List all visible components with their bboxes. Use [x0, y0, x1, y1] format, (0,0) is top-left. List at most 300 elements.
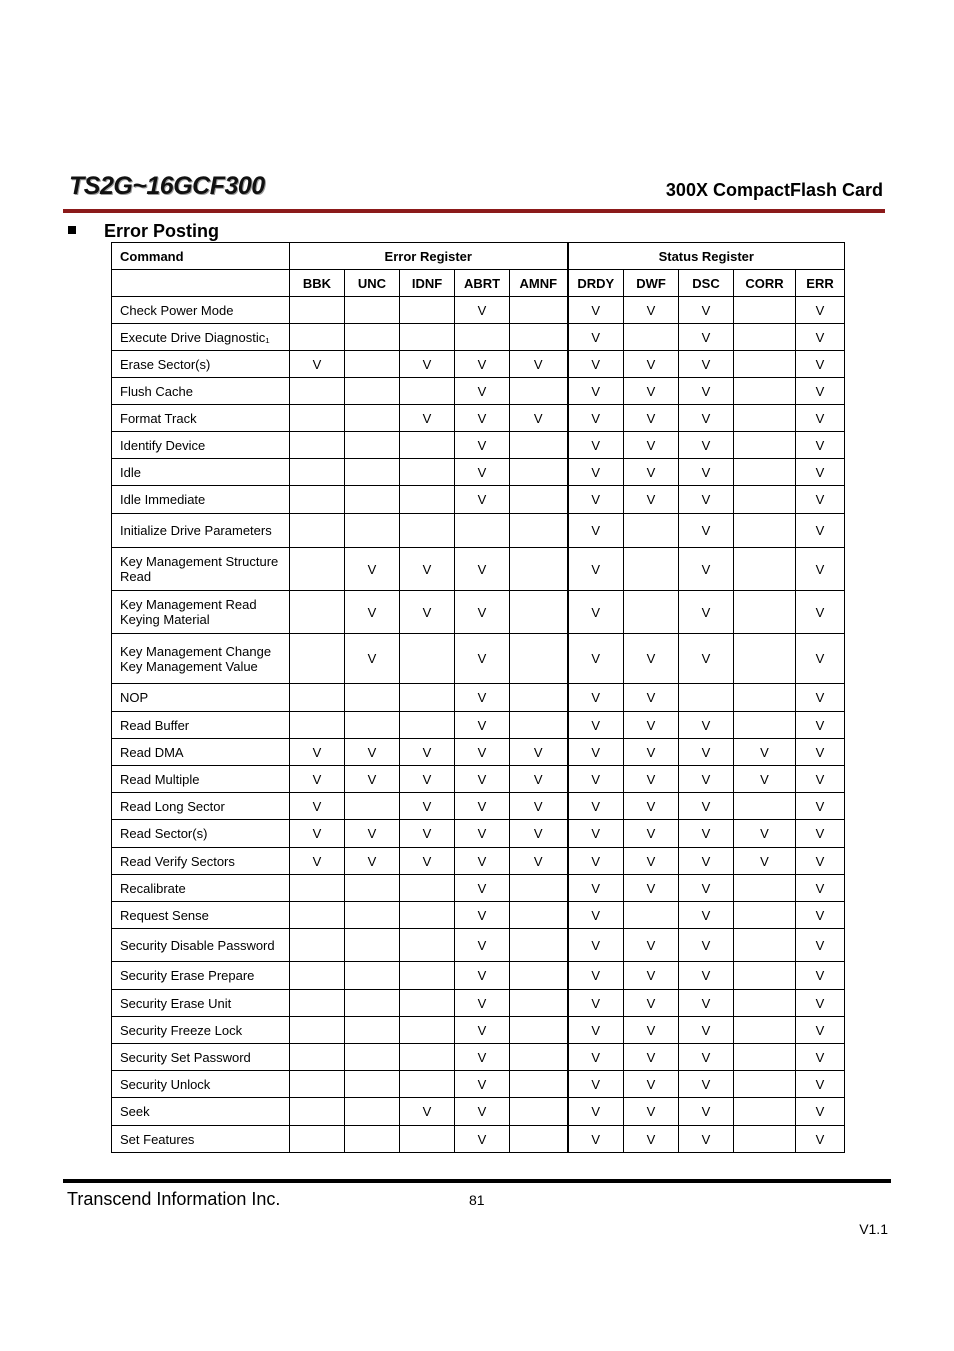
mark-cell-abrt: V [455, 378, 510, 405]
table-row [112, 405, 845, 432]
command-cell: Initialize Drive Parameters [112, 514, 290, 548]
mark-cell-idnf [400, 1071, 455, 1098]
mark-cell-idnf: V [400, 1098, 455, 1126]
mark-cell-abrt: V [455, 712, 510, 739]
mark-cell-unc [345, 1017, 400, 1044]
mark-cell-corr [734, 684, 796, 712]
mark-cell-drdy: V [568, 591, 624, 634]
mark-cell-bbk: V [290, 739, 345, 766]
mark-cell-err: V [796, 297, 845, 324]
mark-cell-unc [345, 1071, 400, 1098]
mark-cell-unc [345, 1044, 400, 1071]
mark-cell-idnf: V [400, 591, 455, 634]
mark-cell-idnf [400, 486, 455, 514]
mark-cell-dwf: V [624, 432, 679, 459]
mark-cell-unc [345, 684, 400, 712]
mark-cell-idnf [400, 684, 455, 712]
mark-cell-dwf: V [624, 351, 679, 378]
mark-cell-err: V [796, 351, 845, 378]
mark-cell-unc [345, 459, 400, 486]
mark-cell-dsc: V [679, 875, 734, 902]
command-cell: Request Sense [112, 902, 290, 929]
mark-cell-idnf [400, 1044, 455, 1071]
mark-cell-dsc: V [679, 324, 734, 351]
mark-cell-err: V [796, 378, 845, 405]
command-cell: Key Management Read Keying Material [112, 591, 290, 634]
mark-cell-bbk: V [290, 820, 345, 848]
mark-cell-dsc: V [679, 766, 734, 793]
mark-cell-unc: V [345, 848, 400, 875]
mark-cell-dsc: V [679, 739, 734, 766]
command-cell: Idle Immediate [112, 486, 290, 514]
mark-cell-dwf: V [624, 297, 679, 324]
mark-cell-dwf: V [624, 634, 679, 684]
table-row [112, 766, 845, 793]
mark-cell-amnf [510, 548, 568, 591]
mark-cell-dsc: V [679, 712, 734, 739]
command-cell: Security Set Password [112, 1044, 290, 1071]
mark-cell-abrt: V [455, 405, 510, 432]
mark-cell-bbk [290, 459, 345, 486]
mark-cell-unc [345, 902, 400, 929]
mark-cell-unc: V [345, 820, 400, 848]
document-subtitle: 300X CompactFlash Card [665, 180, 883, 200]
mark-cell-unc [345, 486, 400, 514]
mark-cell-corr [734, 962, 796, 990]
mark-cell-abrt [455, 324, 510, 351]
mark-cell-dwf: V [624, 739, 679, 766]
mark-cell-amnf: V [510, 820, 568, 848]
mark-cell-drdy: V [568, 297, 624, 324]
mark-cell-err: V [796, 548, 845, 591]
mark-cell-bbk [290, 1071, 345, 1098]
mark-cell-idnf [400, 1126, 455, 1153]
table-row [112, 324, 845, 351]
mark-cell-dsc: V [679, 591, 734, 634]
mark-cell-corr: V [734, 848, 796, 875]
section-heading-text: Error Posting [104, 221, 220, 241]
mark-cell-amnf [510, 459, 568, 486]
mark-cell-dsc: V [679, 990, 734, 1017]
document-title: TS2G~16GCF300 [69, 172, 265, 200]
mark-cell-bbk: V [290, 848, 345, 875]
table-row [112, 820, 845, 848]
mark-cell-drdy: V [568, 1098, 624, 1126]
mark-cell-dwf: V [624, 820, 679, 848]
table-body [112, 297, 845, 1153]
mark-cell-dwf: V [624, 1071, 679, 1098]
command-cell: Read Long Sector [112, 793, 290, 820]
mark-cell-amnf [510, 486, 568, 514]
mark-cell-unc: V [345, 739, 400, 766]
mark-cell-amnf [510, 591, 568, 634]
mark-cell-corr [734, 902, 796, 929]
mark-cell-unc [345, 990, 400, 1017]
mark-cell-bbk [290, 378, 345, 405]
mark-cell-bbk [290, 297, 345, 324]
mark-cell-dwf [624, 902, 679, 929]
mark-cell-amnf [510, 1044, 568, 1071]
command-cell: Format Track [112, 405, 290, 432]
mark-cell-abrt: V [455, 1017, 510, 1044]
mark-cell-idnf: V [400, 848, 455, 875]
mark-cell-err: V [796, 1044, 845, 1071]
command-cell: Flush Cache [112, 378, 290, 405]
mark-cell-idnf [400, 929, 455, 962]
mark-cell-bbk: V [290, 793, 345, 820]
mark-cell-dwf: V [624, 405, 679, 432]
mark-cell-err: V [796, 902, 845, 929]
table-row [112, 548, 845, 591]
mark-cell-dsc [679, 684, 734, 712]
error-posting-table [111, 242, 845, 1153]
mark-cell-bbk [290, 486, 345, 514]
mark-cell-idnf [400, 990, 455, 1017]
mark-cell-amnf [510, 990, 568, 1017]
command-cell: NOP [112, 684, 290, 712]
mark-cell-unc [345, 324, 400, 351]
mark-cell-bbk [290, 514, 345, 548]
command-cell: Read DMA [112, 739, 290, 766]
mark-cell-drdy: V [568, 351, 624, 378]
mark-cell-err: V [796, 514, 845, 548]
command-cell: Set Features [112, 1126, 290, 1153]
mark-cell-err: V [796, 962, 845, 990]
mark-cell-unc [345, 432, 400, 459]
mark-cell-unc [345, 405, 400, 432]
mark-cell-bbk [290, 875, 345, 902]
mark-cell-dwf: V [624, 712, 679, 739]
mark-cell-dsc: V [679, 820, 734, 848]
column-header-idnf: IDNF [400, 270, 455, 297]
mark-cell-abrt: V [455, 848, 510, 875]
mark-cell-abrt: V [455, 820, 510, 848]
mark-cell-dsc: V [679, 1126, 734, 1153]
mark-cell-idnf [400, 297, 455, 324]
mark-cell-drdy: V [568, 405, 624, 432]
mark-cell-dsc: V [679, 514, 734, 548]
mark-cell-idnf [400, 634, 455, 684]
mark-cell-dwf: V [624, 929, 679, 962]
mark-cell-err: V [796, 1126, 845, 1153]
mark-cell-bbk [290, 902, 345, 929]
mark-cell-amnf [510, 1126, 568, 1153]
mark-cell-corr [734, 634, 796, 684]
mark-cell-amnf [510, 1071, 568, 1098]
mark-cell-amnf [510, 712, 568, 739]
mark-cell-corr: V [734, 739, 796, 766]
mark-cell-dwf: V [624, 848, 679, 875]
mark-cell-corr [734, 712, 796, 739]
mark-cell-idnf [400, 875, 455, 902]
mark-cell-bbk [290, 634, 345, 684]
command-cell: Security Erase Prepare [112, 962, 290, 990]
mark-cell-unc [345, 875, 400, 902]
mark-cell-corr [734, 459, 796, 486]
mark-cell-dwf: V [624, 1017, 679, 1044]
table-row [112, 459, 845, 486]
mark-cell-amnf: V [510, 766, 568, 793]
mark-cell-dsc: V [679, 432, 734, 459]
mark-cell-amnf [510, 324, 568, 351]
mark-cell-err: V [796, 324, 845, 351]
command-cell: Execute Drive Diagnostic₁ [112, 324, 290, 351]
table-column-header-row [112, 270, 845, 297]
mark-cell-abrt: V [455, 766, 510, 793]
mark-cell-err: V [796, 990, 845, 1017]
mark-cell-dsc: V [679, 548, 734, 591]
mark-cell-abrt: V [455, 902, 510, 929]
mark-cell-err: V [796, 848, 845, 875]
mark-cell-abrt: V [455, 684, 510, 712]
mark-cell-abrt: V [455, 548, 510, 591]
mark-cell-abrt: V [455, 990, 510, 1017]
mark-cell-corr [734, 929, 796, 962]
mark-cell-amnf [510, 1017, 568, 1044]
mark-cell-idnf: V [400, 766, 455, 793]
mark-cell-drdy: V [568, 514, 624, 548]
mark-cell-dsc: V [679, 793, 734, 820]
mark-cell-err: V [796, 766, 845, 793]
mark-cell-dsc: V [679, 405, 734, 432]
mark-cell-corr [734, 1126, 796, 1153]
command-cell: Read Buffer [112, 712, 290, 739]
mark-cell-corr [734, 351, 796, 378]
column-header-err: ERR [796, 270, 845, 297]
mark-cell-err: V [796, 486, 845, 514]
mark-cell-unc: V [345, 766, 400, 793]
mark-cell-bbk [290, 712, 345, 739]
mark-cell-unc: V [345, 591, 400, 634]
mark-cell-dwf: V [624, 459, 679, 486]
command-cell: Check Power Mode [112, 297, 290, 324]
footer-company: Transcend Information Inc. [67, 1189, 281, 1209]
mark-cell-drdy: V [568, 929, 624, 962]
mark-cell-unc [345, 712, 400, 739]
command-cell: Read Sector(s) [112, 820, 290, 848]
mark-cell-drdy: V [568, 712, 624, 739]
mark-cell-corr [734, 405, 796, 432]
mark-cell-drdy: V [568, 962, 624, 990]
mark-cell-unc [345, 297, 400, 324]
mark-cell-abrt: V [455, 929, 510, 962]
mark-cell-abrt: V [455, 486, 510, 514]
table-row [112, 634, 845, 684]
mark-cell-corr [734, 793, 796, 820]
mark-cell-err: V [796, 432, 845, 459]
mark-cell-dwf: V [624, 990, 679, 1017]
mark-cell-amnf [510, 902, 568, 929]
mark-cell-drdy: V [568, 1044, 624, 1071]
mark-cell-amnf: V [510, 793, 568, 820]
mark-cell-amnf: V [510, 739, 568, 766]
mark-cell-dwf: V [624, 793, 679, 820]
table-row [112, 990, 845, 1017]
mark-cell-idnf [400, 514, 455, 548]
column-header-abrt: ABRT [455, 270, 510, 297]
status-register-header: Status Register [568, 243, 845, 270]
mark-cell-unc [345, 514, 400, 548]
mark-cell-corr [734, 1098, 796, 1126]
mark-cell-abrt: V [455, 1126, 510, 1153]
mark-cell-abrt: V [455, 351, 510, 378]
mark-cell-corr [734, 297, 796, 324]
mark-cell-drdy: V [568, 902, 624, 929]
table-row [112, 712, 845, 739]
mark-cell-err: V [796, 634, 845, 684]
mark-cell-corr [734, 548, 796, 591]
mark-cell-err: V [796, 820, 845, 848]
mark-cell-drdy: V [568, 324, 624, 351]
mark-cell-bbk: V [290, 351, 345, 378]
mark-cell-bbk [290, 405, 345, 432]
mark-cell-unc [345, 1126, 400, 1153]
table-row [112, 875, 845, 902]
table-row [112, 1017, 845, 1044]
mark-cell-abrt: V [455, 1071, 510, 1098]
mark-cell-amnf [510, 297, 568, 324]
mark-cell-dwf: V [624, 378, 679, 405]
mark-cell-drdy: V [568, 820, 624, 848]
mark-cell-unc [345, 793, 400, 820]
mark-cell-err: V [796, 1017, 845, 1044]
mark-cell-idnf [400, 712, 455, 739]
mark-cell-err: V [796, 405, 845, 432]
mark-cell-abrt: V [455, 297, 510, 324]
mark-cell-dwf [624, 514, 679, 548]
table-row [112, 848, 845, 875]
mark-cell-drdy: V [568, 990, 624, 1017]
mark-cell-corr [734, 1044, 796, 1071]
command-column-blank [112, 270, 290, 297]
mark-cell-amnf: V [510, 405, 568, 432]
mark-cell-dwf [624, 591, 679, 634]
mark-cell-err: V [796, 712, 845, 739]
mark-cell-idnf [400, 459, 455, 486]
mark-cell-dsc: V [679, 848, 734, 875]
mark-cell-drdy: V [568, 793, 624, 820]
mark-cell-idnf [400, 378, 455, 405]
square-bullet-icon [68, 226, 76, 234]
mark-cell-idnf [400, 902, 455, 929]
table-row [112, 902, 845, 929]
mark-cell-drdy: V [568, 848, 624, 875]
mark-cell-abrt: V [455, 591, 510, 634]
column-header-dwf: DWF [624, 270, 679, 297]
mark-cell-bbk [290, 548, 345, 591]
table-row [112, 962, 845, 990]
mark-cell-bbk [290, 1044, 345, 1071]
mark-cell-unc: V [345, 548, 400, 591]
mark-cell-bbk [290, 1017, 345, 1044]
mark-cell-corr [734, 875, 796, 902]
mark-cell-err: V [796, 684, 845, 712]
page-number: 81 [469, 1192, 485, 1208]
mark-cell-err: V [796, 793, 845, 820]
mark-cell-corr [734, 1071, 796, 1098]
mark-cell-dsc: V [679, 486, 734, 514]
header-divider [63, 209, 885, 213]
mark-cell-amnf [510, 378, 568, 405]
mark-cell-drdy: V [568, 432, 624, 459]
mark-cell-dsc: V [679, 297, 734, 324]
mark-cell-dwf: V [624, 1044, 679, 1071]
mark-cell-dsc: V [679, 378, 734, 405]
mark-cell-amnf [510, 514, 568, 548]
mark-cell-dwf: V [624, 684, 679, 712]
mark-cell-idnf: V [400, 548, 455, 591]
command-cell: Key Management Change Key Management Value [112, 634, 290, 684]
error-register-header: Error Register [290, 243, 568, 270]
mark-cell-bbk: V [290, 766, 345, 793]
mark-cell-drdy: V [568, 634, 624, 684]
mark-cell-corr [734, 514, 796, 548]
mark-cell-bbk [290, 1098, 345, 1126]
table-row [112, 1071, 845, 1098]
mark-cell-bbk [290, 962, 345, 990]
table-row [112, 514, 845, 548]
table-row [112, 486, 845, 514]
mark-cell-dwf: V [624, 486, 679, 514]
mark-cell-idnf: V [400, 793, 455, 820]
mark-cell-amnf [510, 962, 568, 990]
mark-cell-bbk [290, 324, 345, 351]
column-header-dsc: DSC [679, 270, 734, 297]
mark-cell-amnf: V [510, 351, 568, 378]
mark-cell-drdy: V [568, 766, 624, 793]
mark-cell-abrt: V [455, 1044, 510, 1071]
mark-cell-drdy: V [568, 684, 624, 712]
mark-cell-unc [345, 1098, 400, 1126]
command-cell: Key Management Structure Read [112, 548, 290, 591]
mark-cell-abrt: V [455, 1098, 510, 1126]
mark-cell-corr: V [734, 766, 796, 793]
mark-cell-abrt: V [455, 875, 510, 902]
mark-cell-amnf [510, 875, 568, 902]
mark-cell-bbk [290, 432, 345, 459]
command-cell: Read Multiple [112, 766, 290, 793]
mark-cell-amnf [510, 634, 568, 684]
mark-cell-corr [734, 591, 796, 634]
mark-cell-drdy: V [568, 486, 624, 514]
command-header: Command [112, 243, 290, 270]
mark-cell-dwf: V [624, 1126, 679, 1153]
mark-cell-abrt: V [455, 432, 510, 459]
table-row [112, 432, 845, 459]
mark-cell-bbk [290, 929, 345, 962]
mark-cell-idnf: V [400, 405, 455, 432]
mark-cell-unc: V [345, 634, 400, 684]
command-cell: Security Erase Unit [112, 990, 290, 1017]
table-row [112, 591, 845, 634]
mark-cell-drdy: V [568, 739, 624, 766]
mark-cell-dsc: V [679, 1098, 734, 1126]
table-row [112, 929, 845, 962]
mark-cell-corr [734, 990, 796, 1017]
mark-cell-corr [734, 432, 796, 459]
footer-divider [63, 1179, 891, 1183]
mark-cell-idnf: V [400, 739, 455, 766]
column-header-drdy: DRDY [568, 270, 624, 297]
mark-cell-dsc: V [679, 351, 734, 378]
table-row [112, 1044, 845, 1071]
table-row [112, 684, 845, 712]
mark-cell-abrt: V [455, 459, 510, 486]
mark-cell-idnf: V [400, 351, 455, 378]
mark-cell-dwf: V [624, 875, 679, 902]
mark-cell-dwf [624, 548, 679, 591]
mark-cell-err: V [796, 1098, 845, 1126]
